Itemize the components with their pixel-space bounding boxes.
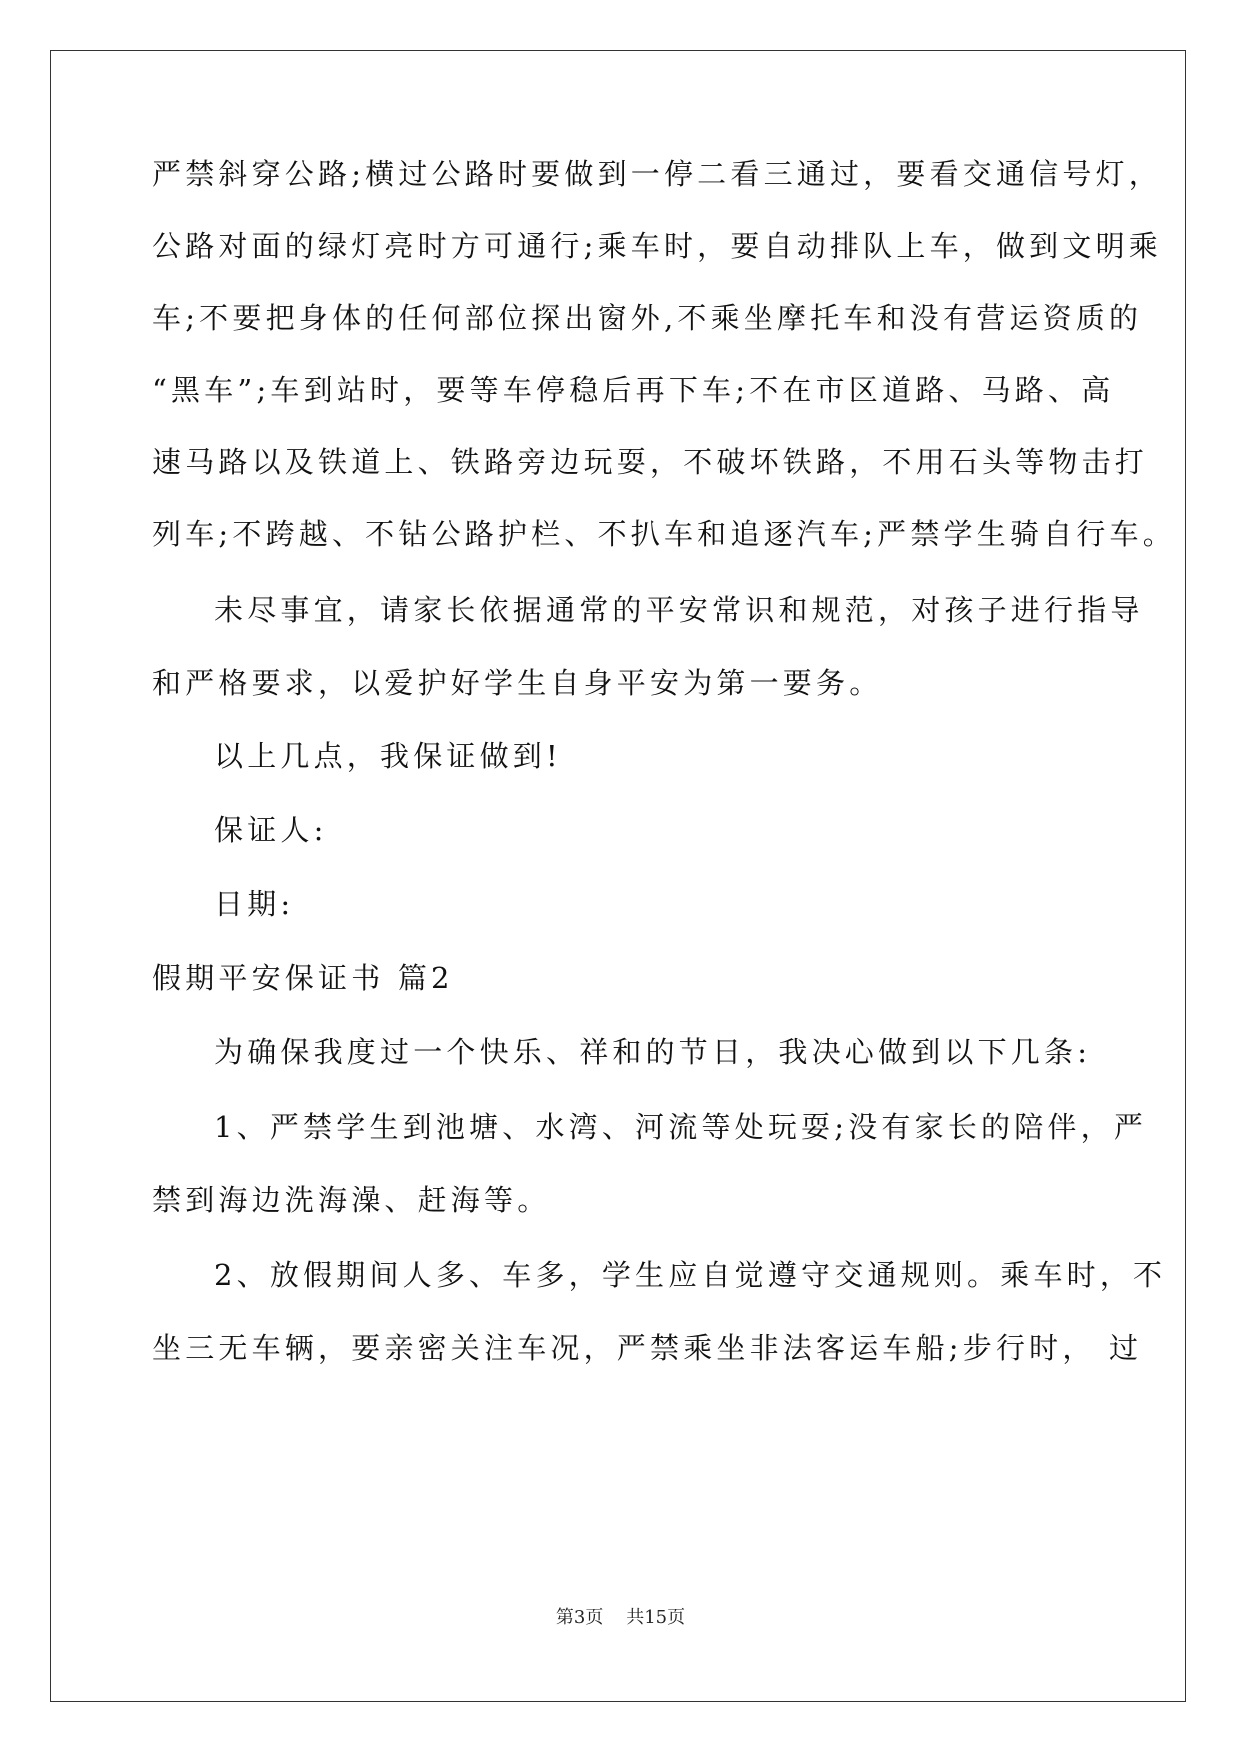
paragraph-start: 未尽事宜，请家长依据通常的平安常识和规范，对孩子进行指导 [214, 593, 1144, 627]
body-line: 严禁斜穿公路;横过公路时要做到一停二看三通过，要看交通信号灯， [152, 157, 1162, 191]
body-line: 列车;不跨越、不钻公路护栏、不扒车和追逐汽车;严禁学生骑自行车。 [152, 517, 1176, 551]
body-line: 公路对面的绿灯亮时方可通行;乘车时，要自动排队上车，做到文明乘 [152, 229, 1162, 263]
list-item-1: 1、严禁学生到池塘、水湾、河流等处玩耍;没有家长的陪伴，严 [214, 1110, 1148, 1144]
list-item-2: 2、放假期间人多、车多，学生应自觉遵守交通规则。乘车时，不 [214, 1258, 1167, 1292]
date-label: 日期: [214, 887, 295, 921]
paragraph-start: 以上几点，我保证做到! [214, 739, 562, 773]
page-suffix: 页 [585, 1607, 604, 1628]
body-line: 速马路以及铁道上、铁路旁边玩耍，不破坏铁路，不用石头等物击打 [152, 445, 1149, 479]
body-line: 坐三无车辆，要亲密关注车况，严禁乘坐非法客运车船;步行时， 过 [152, 1331, 1143, 1365]
body-line: “黑车”;车到站时，要等车停稳后再下车;不在市区道路、马路、高 [152, 373, 1115, 407]
page-prefix: 第 [555, 1607, 574, 1628]
body-line: 禁到海边洗海澡、赶海等。 [152, 1183, 551, 1217]
signature-label: 保证人: [214, 813, 328, 847]
body-line: 和严格要求，以爱护好学生自身平安为第一要务。 [152, 666, 883, 700]
paragraph-start: 为确保我度过一个快乐、祥和的节日，我决心做到以下几条: [214, 1035, 1092, 1069]
page-number: 3 [573, 1607, 586, 1628]
page-footer [0, 1606, 1241, 1630]
section-heading: 假期平安保证书 篇2 [152, 961, 454, 995]
total-prefix: 共 [626, 1607, 645, 1628]
body-line: 车;不要把身体的任何部位探出窗外,不乘坐摩托车和没有营运资质的 [152, 301, 1143, 335]
total-pages: 15 [644, 1607, 668, 1628]
total-suffix: 页 [667, 1607, 686, 1628]
